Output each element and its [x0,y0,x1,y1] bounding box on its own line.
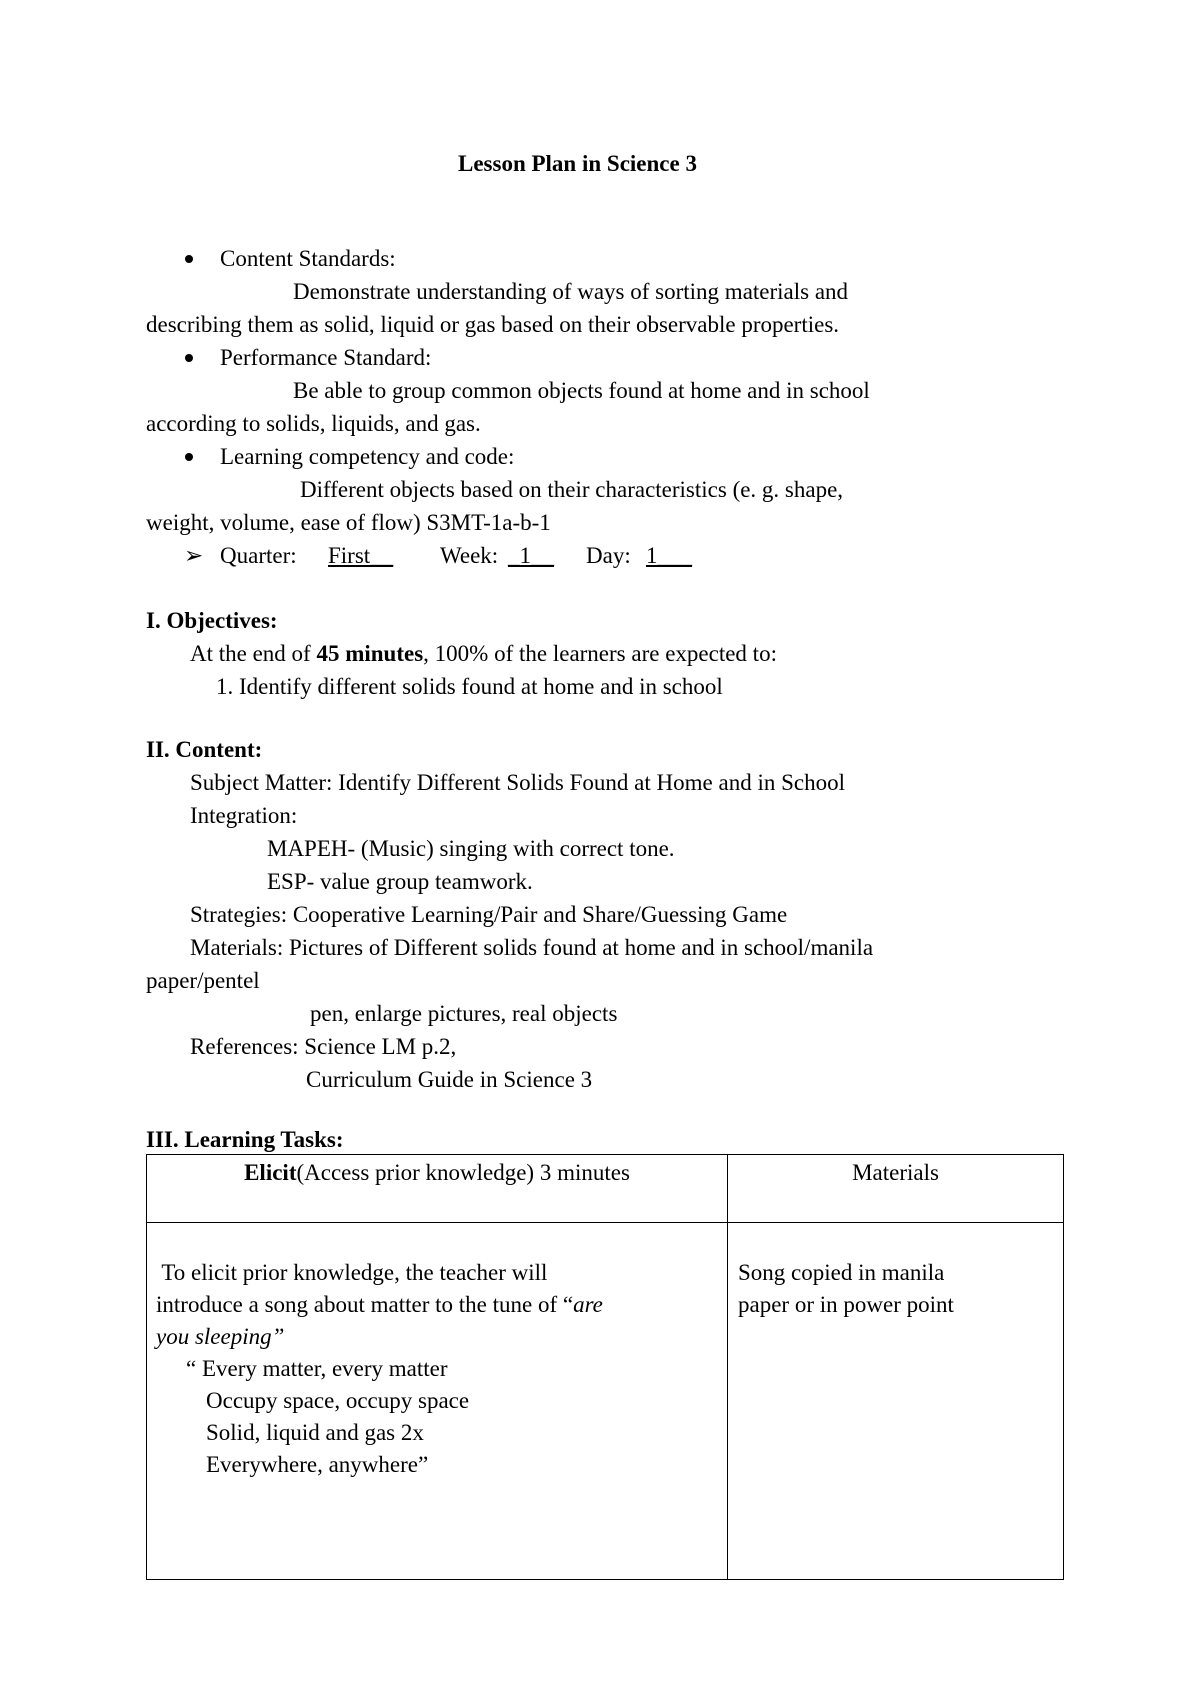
elicit-text-line2: introduce a song about matter to the tune of “are [156,1292,603,1317]
materials-line3: pen, enlarge pictures, real objects [310,1001,618,1026]
integration-esp: ESP- value group teamwork. [267,869,533,894]
arrow-bullet-icon: ➢ [184,543,204,568]
performance-standard-line2: according to solids, liquids, and gas. [146,411,481,436]
elicit-text-line3: you sleeping” [156,1324,285,1349]
bullet-icon [185,453,193,461]
quarter-value: First__ [328,543,394,568]
objectives-heading: I. Objectives: [146,608,278,633]
table-row [147,1223,1064,1580]
objectives-intro: At the end of 45 minutes, 100% of the learners are expected to: [190,641,777,666]
elicit-text-line1: To elicit prior knowledge, the teacher will [156,1260,548,1285]
week-value: _1__ [508,543,554,568]
page-title: Lesson Plan in Science 3 [458,151,697,176]
learning-competency-line1: Different objects based on their characteristics (e. g. shape, [300,477,844,502]
day-label: Day: [586,543,631,568]
objective-item-1: 1. Identify different solids found at home and in school [216,674,723,699]
quarter-label: Quarter: [220,543,297,568]
materials-line2: paper/pentel [146,968,260,993]
bullet-icon [185,255,193,263]
materials-text-line1: Song copied in manila [738,1260,945,1285]
elicit-materials-cell [728,1223,1064,1580]
song-line-3: Solid, liquid and gas 2x [206,1420,424,1445]
song-line-1: “ Every matter, every matter [186,1356,448,1381]
learning-tasks-table [146,1154,1064,1580]
materials-header-cell: Materials [728,1155,1064,1223]
learning-competency-line2: weight, volume, ease of flow) S3MT-1a-b-1 [146,510,551,535]
performance-standard-label: Performance Standard: [220,345,432,370]
song-line-2: Occupy space, occupy space [206,1388,470,1413]
references-line2: Curriculum Guide in Science 3 [306,1067,593,1092]
content-standards-line1: Demonstrate understanding of ways of sorting materials and [293,279,849,304]
learning-tasks-heading: III. Learning Tasks: [146,1127,344,1152]
content-standards-label: Content Standards: [220,246,396,271]
references-line1: References: Science LM p.2, [190,1034,457,1059]
performance-standard-line1: Be able to group common objects found at home and in school [293,378,870,403]
integration-mapeh: MAPEH- (Music) singing with correct tone. [267,836,675,861]
table-header-row [147,1155,1064,1223]
elicit-header-cell: Elicit(Access prior knowledge) 3 minutes [147,1155,728,1223]
content-standards-line2: describing them as solid, liquid or gas based on their observable properties. [146,312,840,337]
week-label: Week: [440,543,499,568]
elicit-activity-cell [147,1223,728,1580]
subject-matter: Subject Matter: Identify Different Solids Found at Home and in School [190,770,845,795]
song-line-4: Everywhere, anywhere” [206,1452,429,1477]
day-value: 1___ [646,543,692,568]
bullet-icon [185,354,193,362]
integration-label: Integration: [190,803,298,828]
materials-text-line2: paper or in power point [738,1292,954,1317]
learning-competency-label: Learning competency and code: [220,444,515,469]
strategies: Strategies: Cooperative Learning/Pair and Share/Guessing Game [190,902,788,927]
materials-line1: Materials: Pictures of Different solids found at home and in school/manila [190,935,874,960]
content-heading: II. Content: [146,737,263,762]
